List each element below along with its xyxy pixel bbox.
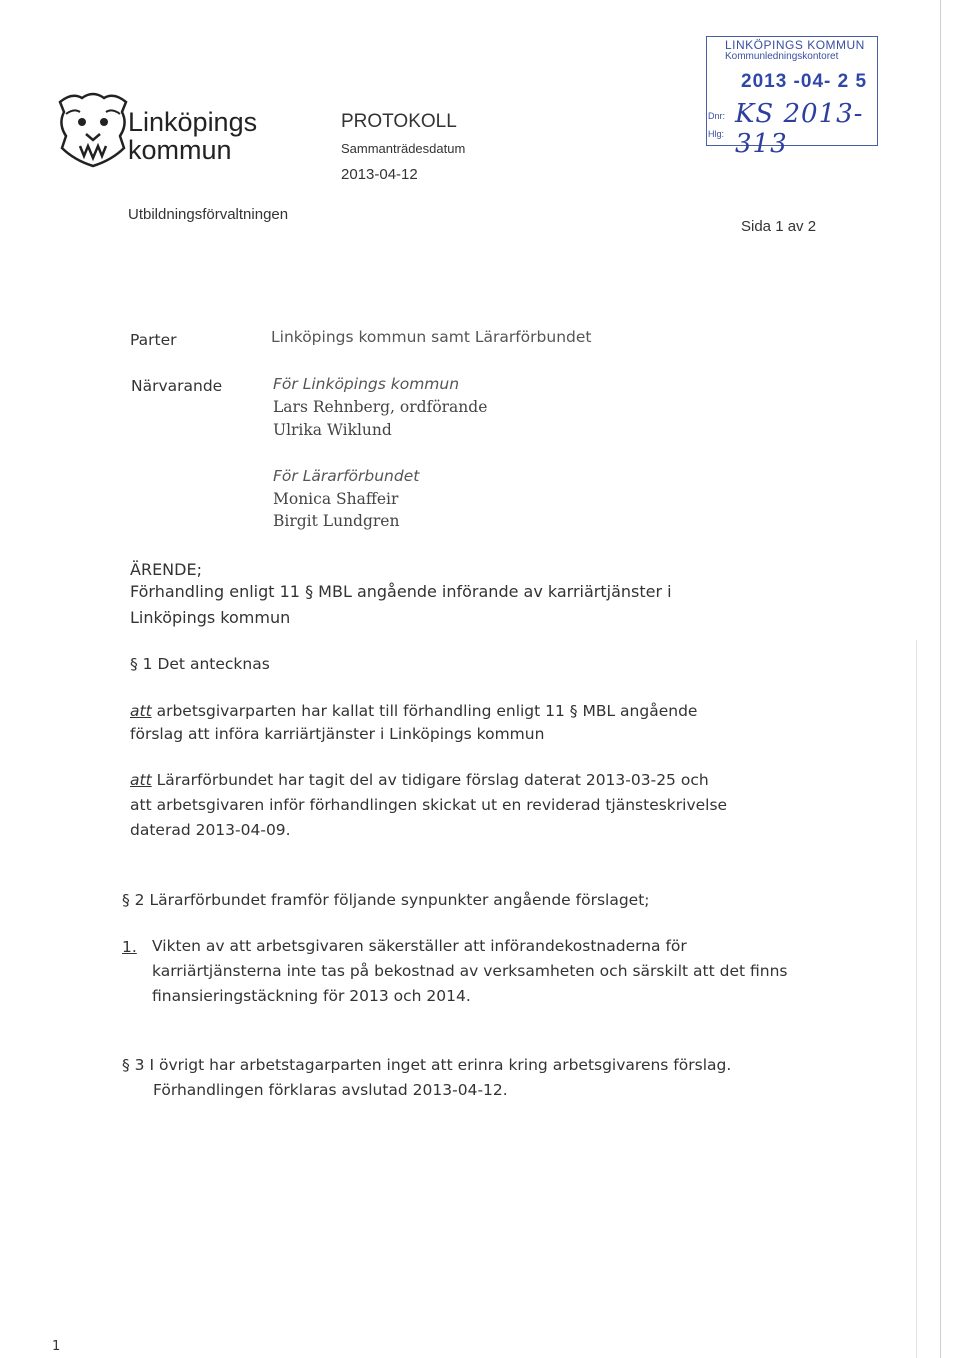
section1-p1-line1: arbetsgivarparten har kallat till förhandling enligt 11 § MBL angående	[151, 702, 698, 720]
present-group2-member: Monica Shaffeir	[273, 490, 399, 508]
stamp-hlg-label: Hlg:	[708, 129, 725, 139]
section2-item-line3: finansieringstäckning för 2013 och 2014.	[152, 987, 471, 1005]
footer-page-number: 1	[52, 1339, 61, 1354]
section1-paragraph1	[130, 702, 697, 720]
date-label: Sammanträdesdatum	[341, 141, 466, 156]
department: Utbildningsförvaltningen	[128, 206, 289, 223]
meeting-date: 2013-04-12	[341, 166, 418, 183]
section1-p1-line2: förslag att införa karriärtjänster i Linköpings kommun	[130, 725, 545, 743]
present-group2-member: Birgit Lundgren	[273, 512, 400, 530]
stamp-dnr-label: Dnr:	[708, 111, 726, 121]
section3-line2: Förhandlingen förklaras avslutad 2013-04-12.	[153, 1081, 508, 1099]
present-group2-title: För Lärarförbundet	[273, 467, 420, 485]
section2-heading: § 2 Lärarförbundet framför följande synpunkter angående förslaget;	[122, 891, 650, 909]
stamp-date: 2013 -04- 2 5	[741, 71, 868, 92]
section1-p2-line1: Lärarförbundet har tagit del av tidigare förslag daterat 2013-03-25 och	[151, 771, 709, 789]
matter-line1: Förhandling enligt 11 § MBL angående införande av karriärtjänster i	[130, 582, 672, 601]
present-group1-member: Ulrika Wiklund	[273, 421, 392, 439]
scan-edge-line	[940, 0, 941, 1358]
section2-item-line1: Vikten av att arbetsgivaren säkerställer att införandekostnaderna för	[152, 937, 687, 955]
scan-edge-line	[916, 640, 917, 1358]
stamp-line2: Kommunledningskontoret	[725, 51, 839, 62]
att-marker: att	[130, 771, 152, 789]
doc-type: PROTOKOLL	[341, 111, 457, 132]
present-group1-title: För Linköpings kommun	[273, 375, 460, 393]
logo-name-line1: Linköpings	[128, 107, 258, 137]
present-group1-member: Lars Rehnberg, ordförande	[273, 398, 488, 416]
stamp-line1: LINKÖPINGS KOMMUN	[725, 38, 865, 52]
parties-value: Linköpings kommun samt Lärarförbundet	[271, 328, 592, 346]
section2-item-number: 1.	[122, 938, 137, 956]
present-label: Närvarande	[131, 377, 223, 395]
page-indicator: Sida 1 av 2	[741, 218, 817, 235]
matter-label: ÄRENDE;	[130, 560, 202, 579]
logo-name-line2: kommun	[128, 135, 232, 165]
section1-p2-line3: daterad 2013-04-09.	[130, 821, 291, 839]
section3-line1: § 3 I övrigt har arbetstagarparten inget att erinra kring arbetsgivarens förslag.	[122, 1056, 732, 1074]
stamp-dnr-value: KS 2013-313	[735, 99, 864, 159]
lion-crest-icon	[52, 90, 134, 170]
att-marker: att	[130, 702, 152, 720]
received-stamp	[706, 36, 878, 159]
matter-line2: Linköpings kommun	[130, 608, 291, 627]
parties-label: Parter	[130, 331, 177, 349]
section1-heading: § 1 Det antecknas	[130, 655, 270, 673]
section2-item-line2: karriärtjänsterna inte tas på bekostnad av verksamheten och särskilt att det finns	[152, 962, 788, 980]
logo	[52, 90, 134, 170]
section1-p2-line2: att arbetsgivaren inför förhandlingen skickat ut en reviderad tjänsteskrivelse	[130, 796, 728, 814]
section1-paragraph2	[130, 771, 709, 789]
